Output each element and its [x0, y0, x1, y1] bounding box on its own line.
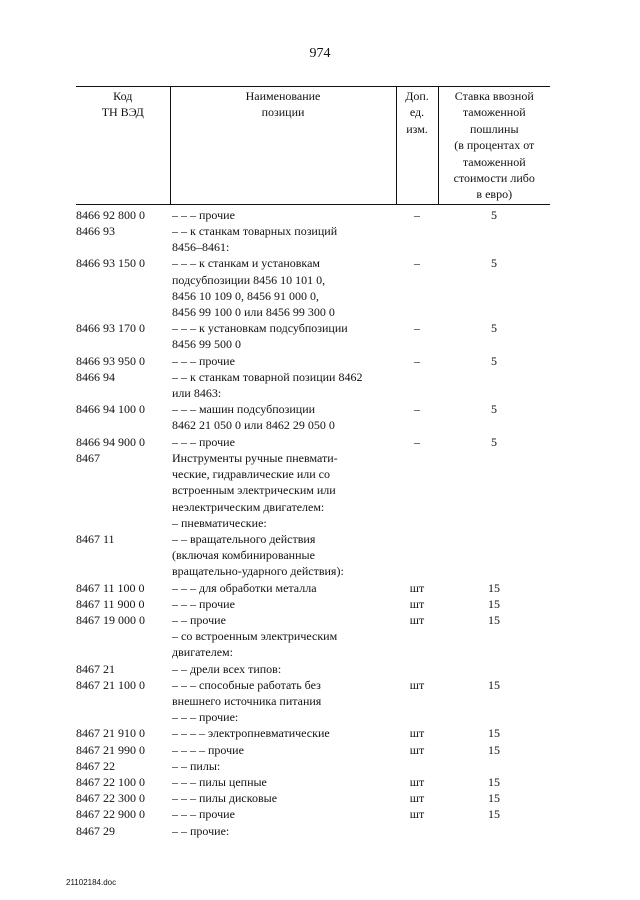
code-cell: 8467 11 100 0 — [76, 580, 145, 595]
table-row — [76, 823, 550, 839]
code-cell: 8466 93 150 0 — [76, 256, 145, 271]
table-row — [76, 677, 550, 726]
code-cell: 8466 93 170 0 — [76, 321, 145, 336]
code-cell: 8466 94 — [76, 369, 115, 384]
unit-cell — [396, 758, 438, 774]
unit-cell — [396, 450, 438, 531]
name-cell: – – – прочие — [172, 807, 235, 822]
unit-cell — [396, 369, 438, 401]
name-cell: – – – способные работать без внешнего источника питания – – – прочие: — [172, 677, 322, 725]
unit-cell — [396, 628, 438, 660]
name-cell: – – – прочие — [172, 596, 235, 611]
name-cell: – – – пилы цепные — [172, 774, 267, 789]
code-cell: 8467 22 900 0 — [76, 807, 145, 822]
table-row — [76, 628, 550, 660]
table-row — [76, 223, 550, 255]
code-cell: 8467 22 300 0 — [76, 791, 145, 806]
rate-cell: 15 — [488, 807, 500, 822]
unit-cell — [396, 223, 438, 255]
unit-cell: – — [414, 353, 420, 368]
table-header-row — [76, 87, 550, 205]
unit-cell — [396, 661, 438, 677]
table-row — [76, 725, 550, 741]
unit-cell: шт — [409, 580, 425, 595]
rate-cell: 15 — [488, 791, 500, 806]
code-cell: 8467 21 990 0 — [76, 742, 145, 757]
rate-cell: 15 — [488, 596, 500, 611]
code-cell: 8466 94 900 0 — [76, 434, 145, 449]
table-row — [76, 401, 550, 433]
table-row — [76, 580, 550, 596]
header-name: Наименование позиции — [170, 87, 396, 205]
rate-cell: 15 — [488, 612, 500, 627]
rate-cell — [438, 628, 550, 660]
name-cell: – – – – прочие — [172, 742, 244, 757]
table-row — [76, 531, 550, 580]
unit-cell: – — [414, 207, 420, 222]
header-code: Код ТН ВЭД — [76, 87, 170, 205]
code-cell: 8466 93 950 0 — [76, 353, 145, 368]
unit-cell: – — [414, 434, 420, 449]
code-cell: 8467 11 — [76, 531, 115, 546]
code-cell: 8467 21 — [76, 661, 115, 676]
unit-cell: шт — [409, 677, 425, 692]
code-cell: 8467 21 910 0 — [76, 726, 145, 741]
unit-cell: шт — [409, 791, 425, 806]
rate-cell: 5 — [491, 321, 497, 336]
header-rate: Ставка ввозной таможенной пошлины (в процентах от таможенной стоимости либо в евро) — [438, 87, 550, 205]
name-cell: – – дрели всех типов: — [172, 661, 282, 676]
table-row — [76, 204, 550, 223]
table-row — [76, 758, 550, 774]
code-cell: 8467 — [76, 450, 100, 465]
unit-cell: шт — [409, 726, 425, 741]
header-unit: Доп. ед. изм. — [396, 87, 438, 205]
code-cell: 8466 93 — [76, 224, 115, 239]
rate-cell — [438, 758, 550, 774]
unit-cell: шт — [409, 807, 425, 822]
table-row — [76, 450, 550, 531]
rate-cell: 15 — [488, 726, 500, 741]
code-cell: 8467 21 100 0 — [76, 677, 145, 692]
table-row — [76, 255, 550, 320]
table-row — [76, 369, 550, 401]
name-cell: – – – – электропневматические — [172, 726, 330, 741]
code-cell: 8467 22 100 0 — [76, 774, 145, 789]
name-cell: – – – к установкам подсубпозиции 8456 99 500 0 — [172, 321, 348, 352]
name-cell: – – вращательного действия (включая комбинированные вращательно-ударного действия): — [172, 531, 344, 579]
unit-cell: шт — [409, 612, 425, 627]
name-cell: – – – для обработки металла — [172, 580, 317, 595]
table-row — [76, 774, 550, 790]
table-row — [76, 742, 550, 758]
tariff-table — [76, 86, 550, 839]
code-cell: 8467 11 900 0 — [76, 596, 145, 611]
rate-cell: 15 — [488, 742, 500, 757]
table-row — [76, 612, 550, 628]
rate-cell: 15 — [488, 580, 500, 595]
rate-cell — [438, 450, 550, 531]
name-cell: – со встроенным электрическим двигателем: — [172, 629, 338, 660]
page-number: 974 — [309, 46, 331, 61]
rate-cell: 15 — [488, 677, 500, 692]
rate-cell — [438, 823, 550, 839]
table-row — [76, 353, 550, 369]
unit-cell: шт — [409, 596, 425, 611]
rate-cell: 15 — [488, 774, 500, 789]
rate-cell — [438, 223, 550, 255]
rate-cell: 5 — [491, 434, 497, 449]
code-cell — [76, 628, 170, 660]
name-cell: – – – машин подсубпозиции 8462 21 050 0 или 8462 29 050 0 — [172, 402, 335, 433]
name-cell: – – к станкам товарных позиций 8456–8461: — [172, 224, 338, 255]
rate-cell — [438, 661, 550, 677]
name-cell: – – – прочие — [172, 207, 235, 222]
name-cell: Инструменты ручные пневмати- ческие, гидравлические или со встроенным электрическим или неэлектрическим двигателем: – пневматические: — [172, 450, 338, 530]
name-cell: – – к станкам товарной позиции 8462 или 8463: — [172, 369, 363, 401]
unit-cell: шт — [409, 742, 425, 757]
table-row — [76, 434, 550, 450]
name-cell: – – – пилы дисковые — [172, 791, 278, 806]
table-body — [76, 204, 550, 838]
code-cell: 8467 22 — [76, 758, 115, 773]
name-cell: – – – прочие — [172, 353, 235, 368]
rate-cell — [438, 531, 550, 580]
name-cell: – – прочие — [172, 612, 226, 627]
code-cell: 8466 94 100 0 — [76, 402, 145, 417]
code-cell: 8467 29 — [76, 823, 115, 838]
table-row — [76, 320, 550, 352]
name-cell: – – пилы: — [172, 758, 221, 773]
name-cell: – – – к станкам и установкам подсубпозиции 8456 10 101 0, 8456 10 109 0, 8456 91 000 0, 8456 99 100 0 или 8456 99 300 0 — [172, 256, 335, 320]
name-cell: – – прочие: — [172, 823, 230, 838]
unit-cell: – — [414, 256, 420, 271]
code-cell: 8467 19 000 0 — [76, 612, 145, 627]
unit-cell — [396, 823, 438, 839]
table-row — [76, 806, 550, 822]
rate-cell: 5 — [491, 207, 497, 222]
rate-cell: 5 — [491, 256, 497, 271]
rate-cell — [438, 369, 550, 401]
table-row — [76, 596, 550, 612]
unit-cell: – — [414, 402, 420, 417]
unit-cell — [396, 531, 438, 580]
name-cell: – – – прочие — [172, 434, 235, 449]
rate-cell: 5 — [491, 402, 497, 417]
unit-cell: шт — [409, 774, 425, 789]
unit-cell: – — [414, 321, 420, 336]
table-row — [76, 790, 550, 806]
rate-cell: 5 — [491, 353, 497, 368]
footer-filename: 21102184.doc — [66, 878, 117, 887]
code-cell: 8466 92 800 0 — [76, 207, 145, 222]
table-row — [76, 661, 550, 677]
